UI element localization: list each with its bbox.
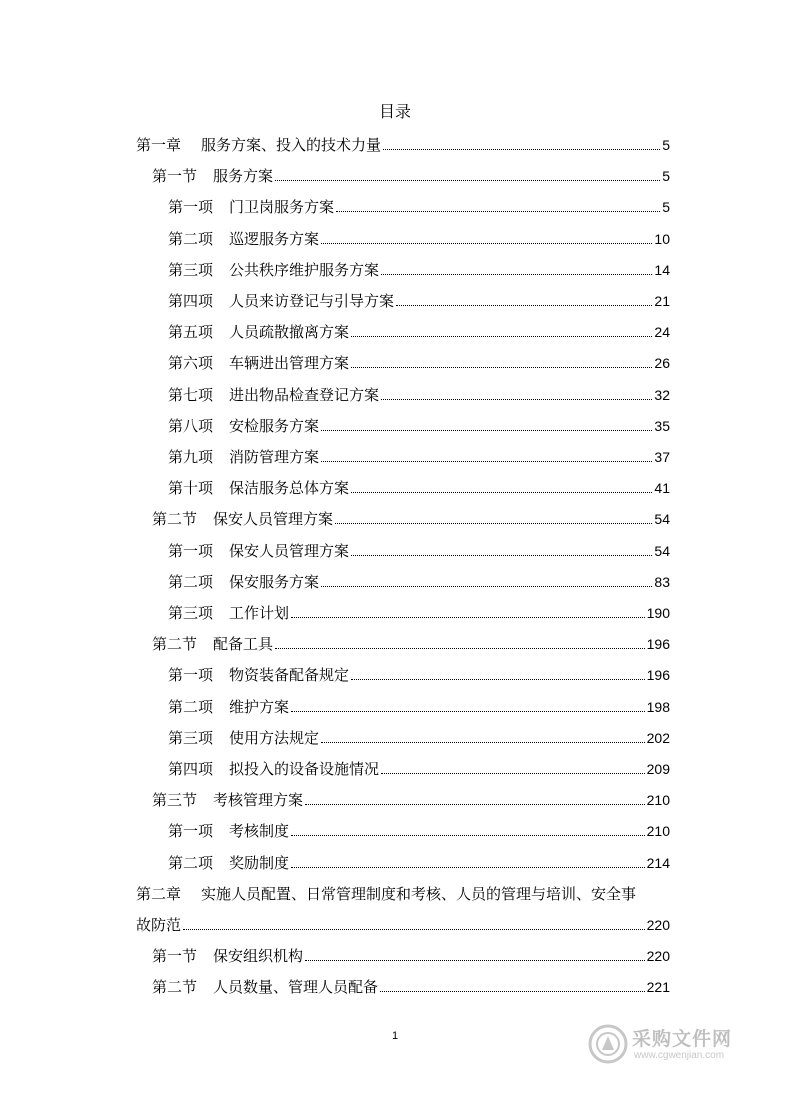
toc-entry-page: 220 [646,948,670,964]
toc-entry-page: 10 [654,231,670,247]
toc-entry-label: 巡逻服务方案 [229,230,320,248]
toc-entry-heading [152,790,303,810]
toc-entry[interactable] [168,225,670,249]
toc-dot-leader [381,274,652,275]
toc-entry-heading [168,322,349,342]
toc-entry-heading [136,135,381,155]
toc-entry-page: 5 [662,199,670,215]
toc-entry-page: 190 [646,605,670,621]
toc-entry-number: 第三节 [152,791,198,809]
toc-entry[interactable] [168,849,670,873]
toc-entry[interactable] [168,817,670,841]
toc-entry-label: 拟投入的设备设施情况 [229,760,380,778]
toc-entry-page: 5 [662,137,670,153]
toc-entry-number: 第九项 [168,448,214,466]
toc-entry-heading [168,416,319,436]
toc-dot-leader [335,523,652,524]
toc-entry-label: 保安人员管理方案 [213,510,334,528]
toc-entry-number: 第一章 [136,136,182,154]
watermark-name: 采购文件网 [632,1028,733,1050]
page-number: 1 [391,1030,399,1042]
toc-entry-number: 第五项 [168,323,214,341]
toc-entry-number: 第一节 [152,947,198,965]
toc-entry-page: 21 [654,293,670,309]
toc-entry-number: 第六项 [168,354,214,372]
toc-entry-label: 使用方法规定 [229,729,320,747]
toc-entry-page: 210 [646,823,670,839]
toc-dot-leader [381,773,645,774]
toc-entry[interactable] [152,505,670,529]
toc-entry-heading [168,759,379,779]
toc-dot-leader [321,461,652,462]
toc-entry[interactable] [168,381,670,405]
toc-entry[interactable] [168,318,670,342]
toc-entry-number: 第二项 [168,698,214,716]
toc-dot-leader [351,336,652,337]
toc-entry[interactable] [152,630,670,654]
toc-entry-label: 奖励制度 [229,854,290,872]
toc-entry[interactable] [152,942,670,966]
toc-entry-number: 第二章 [136,885,182,903]
toc-entry[interactable] [152,973,670,997]
toc-entry-label: 人员数量、管理人员配备 [213,978,379,996]
watermark [588,1020,748,1070]
toc-dot-leader [321,742,645,743]
toc-entry-page: 196 [646,667,670,683]
toc-dot-leader [321,243,652,244]
toc-entry-heading [168,447,319,467]
toc-entry-number: 第一节 [152,167,198,185]
toc-dot-leader [321,430,652,431]
toc-entry-number: 第四项 [168,292,214,310]
toc-dot-leader [336,211,660,212]
toc-entry[interactable] [168,474,670,498]
watermark-url: www.cgwenjian.com [634,1050,725,1061]
toc-entry-label: 工作计划 [229,604,290,622]
toc-entry-label: 人员疏散撤离方案 [229,323,350,341]
toc-entry-number: 第二节 [152,635,198,653]
toc-entry-page: 32 [654,387,670,403]
toc-entry-number: 第三项 [168,729,214,747]
toc-entry[interactable] [168,256,670,280]
toc-entry-page: 214 [646,855,670,871]
toc-entry-number: 第十项 [168,479,214,497]
toc-dot-leader [351,679,645,680]
toc-entry[interactable] [168,755,670,779]
toc-entry-heading [168,728,319,748]
toc-entry-page: 83 [654,574,670,590]
toc-entry-page: 26 [654,355,670,371]
toc-entry-number: 第七项 [168,386,214,404]
toc-dot-leader [183,929,645,930]
toc-entry-heading [168,541,349,561]
toc-entry-label: 保安人员管理方案 [229,542,350,560]
toc-entry-label: 安检服务方案 [229,417,320,435]
toc-entry-page: 24 [654,324,670,340]
toc-entry-label: 车辆进出管理方案 [229,354,350,372]
toc-entry-number: 第四项 [168,760,214,778]
toc-dot-leader [291,617,645,618]
toc-entry-page: 54 [654,543,670,559]
toc-entry-heading [152,166,273,186]
toc-entry-page: 198 [646,699,670,715]
toc-entry-number: 第二项 [168,854,214,872]
toc-entry-number: 第二项 [168,573,214,591]
toc-title: 目录 [378,102,411,121]
toc-entry[interactable] [168,412,670,436]
toc-entry-number: 第二节 [152,978,198,996]
toc-entry-number: 第一项 [168,198,214,216]
toc-entry-label: 考核管理方案 [213,791,304,809]
toc-entry-heading [168,603,289,623]
toc-entry[interactable] [168,599,670,623]
toc-entry-heading [152,946,303,966]
toc-entry-heading [168,260,379,280]
toc-entry[interactable] [168,193,670,217]
toc-entry-label: 服务方案 [213,167,274,185]
toc-entry-heading [168,353,349,373]
toc-entry-page: 41 [654,480,670,496]
toc-entry[interactable] [168,724,670,748]
toc-entry-page: 35 [654,418,670,434]
toc-entry-heading [168,385,379,405]
toc-entry-label: 配备工具 [213,635,274,653]
toc-entry-number: 第八项 [168,417,214,435]
toc-dot-leader [291,711,645,712]
toc-entry-label: 保洁服务总体方案 [229,479,350,497]
toc-entry-label: 考核制度 [229,822,290,840]
toc-entry-page: 202 [646,730,670,746]
toc-entry-heading [152,509,333,529]
toc-entry[interactable] [136,911,670,935]
toc-entry-label: 门卫岗服务方案 [229,198,335,216]
toc-entry-label: 人员来访登记与引导方案 [229,292,395,310]
toc-entry-number: 第二节 [152,510,198,528]
toc-entry-page: 5 [662,168,670,184]
toc-dot-leader [351,367,652,368]
toc-dot-leader [351,492,652,493]
toc-entry[interactable] [152,786,670,810]
toc-entry-label: 实施人员配置、日常管理制度和考核、人员的管理与培训、安全事 [201,885,637,903]
toc-entry[interactable] [168,693,670,717]
toc-entry[interactable] [168,443,670,467]
toc-dot-leader [291,835,645,836]
toc-entry-label: 服务方案、投入的技术力量 [201,136,382,154]
toc-entry-heading [168,853,289,873]
toc-dot-leader [321,586,652,587]
toc-entry-heading [152,634,273,654]
toc-dot-leader [275,180,660,181]
toc-dot-leader [380,991,645,992]
toc-entry[interactable] [168,568,670,592]
toc-dot-leader [291,867,645,868]
toc-dot-leader [275,648,645,649]
toc-entry-page: 209 [646,761,670,777]
toc-entry-label: 保安组织机构 [213,947,304,965]
toc-entry-page: 14 [654,262,670,278]
toc-entry-page: 221 [646,979,670,995]
toc-entry-heading [168,229,319,249]
toc-entry-label: 进出物品检查登记方案 [229,386,380,404]
toc-dot-leader [351,555,652,556]
toc-entry-label: 故防范 [136,916,182,934]
toc-entry-number: 第一项 [168,542,214,560]
toc-entry[interactable] [136,131,670,155]
toc-entry-label: 维护方案 [229,698,290,716]
toc-entry-page: 196 [646,636,670,652]
toc-entry-number: 第一项 [168,666,214,684]
toc-entry-heading [168,197,334,217]
toc-entry[interactable] [152,162,670,186]
toc-dot-leader [383,149,660,150]
toc-entry-label: 消防管理方案 [229,448,320,466]
toc-entry-heading [168,665,349,685]
toc-chapter-heading[interactable] [136,880,670,904]
toc-entry-heading [168,572,319,592]
toc-entry-number: 第三项 [168,261,214,279]
toc-entry-label: 保安服务方案 [229,573,320,591]
toc-entry-label: 公共秩序维护服务方案 [229,261,380,279]
toc-entry[interactable] [168,537,670,561]
toc-dot-leader [381,399,652,400]
toc-entry-number: 第二项 [168,230,214,248]
toc-entry-heading [152,977,378,997]
toc-entry-heading [168,821,289,841]
toc-entry-page: 210 [646,792,670,808]
toc-entry-number: 第一项 [168,822,214,840]
toc-entry[interactable] [168,349,670,373]
watermark-logo-icon [588,1024,628,1064]
toc-dot-leader [396,305,652,306]
toc-dot-leader [305,960,645,961]
toc-entry-heading [168,478,349,498]
toc-entry[interactable] [168,661,670,685]
toc-entry-page: 220 [646,917,670,933]
toc-entry-heading [168,291,394,311]
toc-entry[interactable] [168,287,670,311]
toc-entry-page: 37 [654,449,670,465]
toc-entry-page: 54 [654,511,670,527]
toc-entry-heading [168,697,289,717]
toc-entry-label: 物资装备配备规定 [229,666,350,684]
toc-entry-number: 第三项 [168,604,214,622]
toc-dot-leader [305,804,645,805]
